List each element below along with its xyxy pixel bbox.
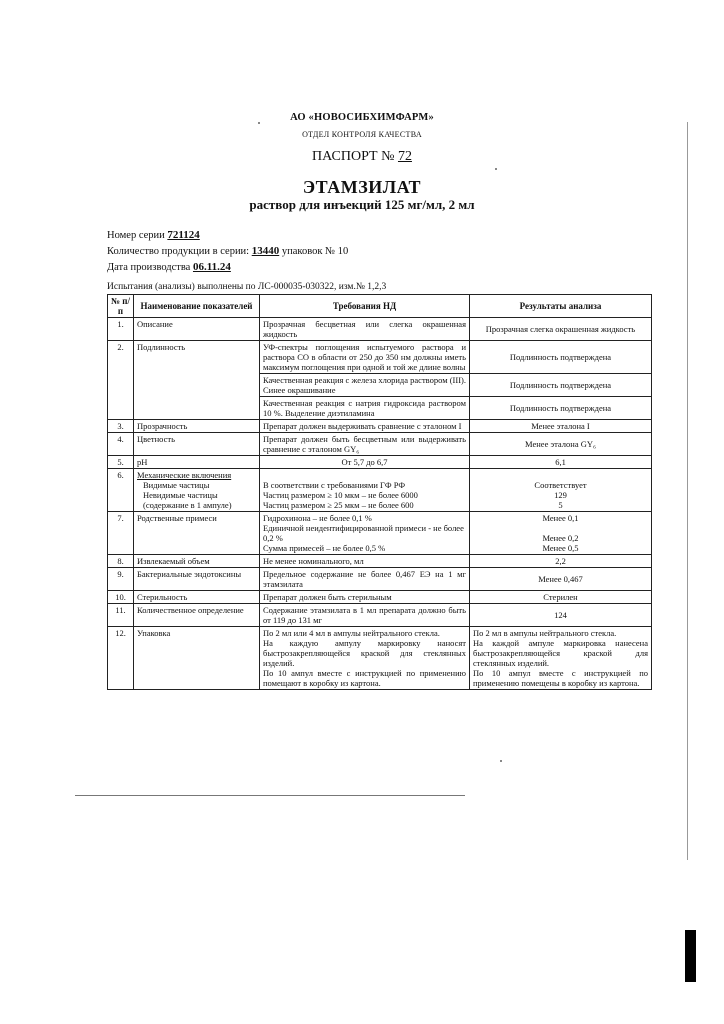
- sub-result: 129: [554, 490, 567, 500]
- row-requirement: Препарат должен быть бесцветным или выдерживать сравнение с эталоном GY₆: [260, 433, 470, 456]
- header-indicator: Наименование показателей: [134, 295, 260, 318]
- row-number: 7.: [108, 512, 134, 555]
- sub-requirement: Сумма примесей – не более 0,5 %: [263, 543, 386, 553]
- row-requirement: [260, 512, 470, 555]
- row-result: Менее 0,467: [470, 568, 652, 591]
- row-result: 6,1: [470, 456, 652, 469]
- tests-line: Испытания (анализы) выполнены по ЛС-000035-030322, изм.№ 1,2,3: [107, 282, 387, 292]
- table-row: [108, 341, 652, 374]
- quantity-label: Количество продукции в серии:: [107, 246, 250, 257]
- table-row: [108, 433, 652, 456]
- series-line: [107, 229, 200, 241]
- row-number: 3.: [108, 420, 134, 433]
- company-name: АО «НОВОСИБХИМФАРМ»: [290, 112, 434, 123]
- passport-title: [0, 149, 724, 165]
- date-line: [107, 261, 231, 273]
- row-indicator: Стерильность: [134, 591, 260, 604]
- department-name: ОТДЕЛ КОНТРОЛЯ КАЧЕСТВА: [302, 130, 422, 139]
- row-indicator: Цветность: [134, 433, 260, 456]
- table-row: [108, 555, 652, 568]
- sub-result: Менее 0,5: [542, 543, 579, 553]
- row-requirement: Препарат должен выдерживать сравнение с эталоном I: [260, 420, 470, 433]
- row-result: [470, 512, 652, 555]
- row-indicator: Описание: [134, 318, 260, 341]
- row-result: Подлинность подтверждена: [470, 341, 652, 374]
- packaging-paragraph: По 2 мл в ампулы нейтрального стекла.: [473, 628, 617, 638]
- sub-requirement: Единичной неидентифицированной примеси - не более 0,2 %: [263, 523, 464, 543]
- header-requirements: Требования НД: [260, 295, 470, 318]
- packaging-paragraph: На каждую ампулу маркировку наносят быстрозакрепляющейся краской для стеклянных изделий.: [263, 638, 466, 668]
- scan-edge-line: [687, 122, 688, 860]
- header-number: № п/п: [108, 295, 134, 318]
- table-row: [108, 512, 652, 555]
- series-label: Номер серии: [107, 230, 165, 241]
- row-result: Менее эталона GY₆: [470, 433, 652, 456]
- subheading: Механические включения: [137, 470, 232, 480]
- sub-result: Соответствует: [534, 480, 587, 490]
- quantity-value: 13440: [251, 245, 280, 257]
- row-indicator: Подлинность: [134, 341, 260, 420]
- row-result: [470, 469, 652, 512]
- table-row: [108, 318, 652, 341]
- row-indicator: Прозрачность: [134, 420, 260, 433]
- row-number: 12.: [108, 627, 134, 690]
- row-result: Подлинность подтверждена: [470, 374, 652, 397]
- row-number: 1.: [108, 318, 134, 341]
- row-number: 8.: [108, 555, 134, 568]
- sub-requirement: Частиц размером ≥ 25 мкм – не более 600: [263, 500, 414, 510]
- row-number: 2.: [108, 341, 134, 420]
- sub-requirement: Частиц размером ≥ 10 мкм – не более 6000: [263, 490, 418, 500]
- packaging-paragraph: По 10 ампул вместе с инструкцией по применению помещают в коробку из картона.: [263, 668, 466, 688]
- row-requirement: Не менее номинального, мл: [260, 555, 470, 568]
- row-requirement: Качественная реакция с железа хлорида раствором (III). Синее окрашивание: [260, 374, 470, 397]
- sub-result: Менее 0,2: [542, 533, 579, 543]
- row-result: Менее эталона I: [470, 420, 652, 433]
- scan-mark: [685, 930, 696, 982]
- row-requirement: Качественная реакция с натрия гидроксида раствором 10 %. Выделение диэтиламина: [260, 397, 470, 420]
- row-indicator: Бактериальные эндотоксины: [134, 568, 260, 591]
- table-header-row: [108, 295, 652, 318]
- row-indicator: Родственные примеси: [134, 512, 260, 555]
- product-name: ЭТАМЗИЛАТ: [302, 177, 422, 197]
- header-results: Результаты анализа: [470, 295, 652, 318]
- table-row: [108, 604, 652, 627]
- row-number: 4.: [108, 433, 134, 456]
- row-indicator: Упаковка: [134, 627, 260, 690]
- row-result: 124: [470, 604, 652, 627]
- packaging-paragraph: По 2 мл или 4 мл в ампулы нейтрального стекла.: [263, 628, 440, 638]
- date-label: Дата производства: [107, 262, 191, 273]
- quantity-suffix: упаковок № 10: [281, 246, 349, 257]
- product-form: раствор для инъекций 125 мг/мл, 2 мл: [249, 197, 475, 212]
- sub-indicator: (содержание в 1 ампуле): [143, 500, 232, 510]
- row-result: Стерилен: [470, 591, 652, 604]
- row-number: 5.: [108, 456, 134, 469]
- row-number: 11.: [108, 604, 134, 627]
- row-indicator: pH: [134, 456, 260, 469]
- row-number: 6.: [108, 469, 134, 512]
- row-indicator: [134, 469, 260, 512]
- table-row: [108, 469, 652, 512]
- row-requirement: Содержание этамзилата в 1 мл препарата должно быть от 119 до 131 мг: [260, 604, 470, 627]
- row-indicator: Количественное определение: [134, 604, 260, 627]
- row-result: Подлинность подтверждена: [470, 397, 652, 420]
- row-requirement: Препарат должен быть стерильным: [260, 591, 470, 604]
- row-requirement: Прозрачная бесцветная или слегка окрашенная жидкость: [260, 318, 470, 341]
- passport-number: 72: [397, 149, 412, 164]
- packaging-paragraph: По 10 ампул вместе с инструкцией по применению помещены в коробку из картона.: [473, 668, 648, 688]
- table-row: [108, 456, 652, 469]
- scan-line: [75, 795, 465, 796]
- sub-result: 5: [558, 500, 563, 510]
- row-result: [470, 627, 652, 690]
- sub-requirement: В соответствии с требованиями ГФ РФ: [263, 480, 406, 490]
- scan-speck: [258, 122, 260, 124]
- row-result: 2,2: [470, 555, 652, 568]
- row-result: Прозрачная слегка окрашенная жидкость: [470, 318, 652, 341]
- row-requirement: УФ-спектры поглощения испытуемого раствора и раствора СО в области от 250 до 350 нм должны иметь максимум поглощения при одной и той же длине волны: [260, 341, 470, 374]
- table-row: [108, 627, 652, 690]
- row-requirement: Предельное содержание не более 0,467 ЕЭ на 1 мг этамзилата: [260, 568, 470, 591]
- quantity-line: [107, 245, 348, 257]
- sub-indicator: Невидимые частицы: [143, 490, 218, 500]
- series-value: 721124: [167, 229, 200, 241]
- row-number: 10.: [108, 591, 134, 604]
- sub-requirement: Гидрохинона – не более 0,1 %: [263, 513, 372, 523]
- row-indicator: Извлекаемый объем: [134, 555, 260, 568]
- table-row: [108, 420, 652, 433]
- sub-result: Менее 0,1: [542, 513, 579, 523]
- row-number: 9.: [108, 568, 134, 591]
- table-row: [108, 591, 652, 604]
- row-requirement: [260, 469, 470, 512]
- analysis-table: [107, 294, 652, 690]
- row-requirement: [260, 627, 470, 690]
- scan-speck: [495, 168, 497, 170]
- packaging-paragraph: На каждой ампуле маркировка нанесена быстрозакрепляющейся краской для стеклянных изделий.: [473, 638, 648, 668]
- sub-indicator: Видимые частицы: [143, 480, 210, 490]
- date-value: 06.11.24: [192, 261, 231, 273]
- scan-speck: [500, 760, 502, 762]
- passport-label: ПАСПОРТ №: [312, 149, 395, 164]
- row-requirement: От 5,7 до 6,7: [260, 456, 470, 469]
- table-row: [108, 568, 652, 591]
